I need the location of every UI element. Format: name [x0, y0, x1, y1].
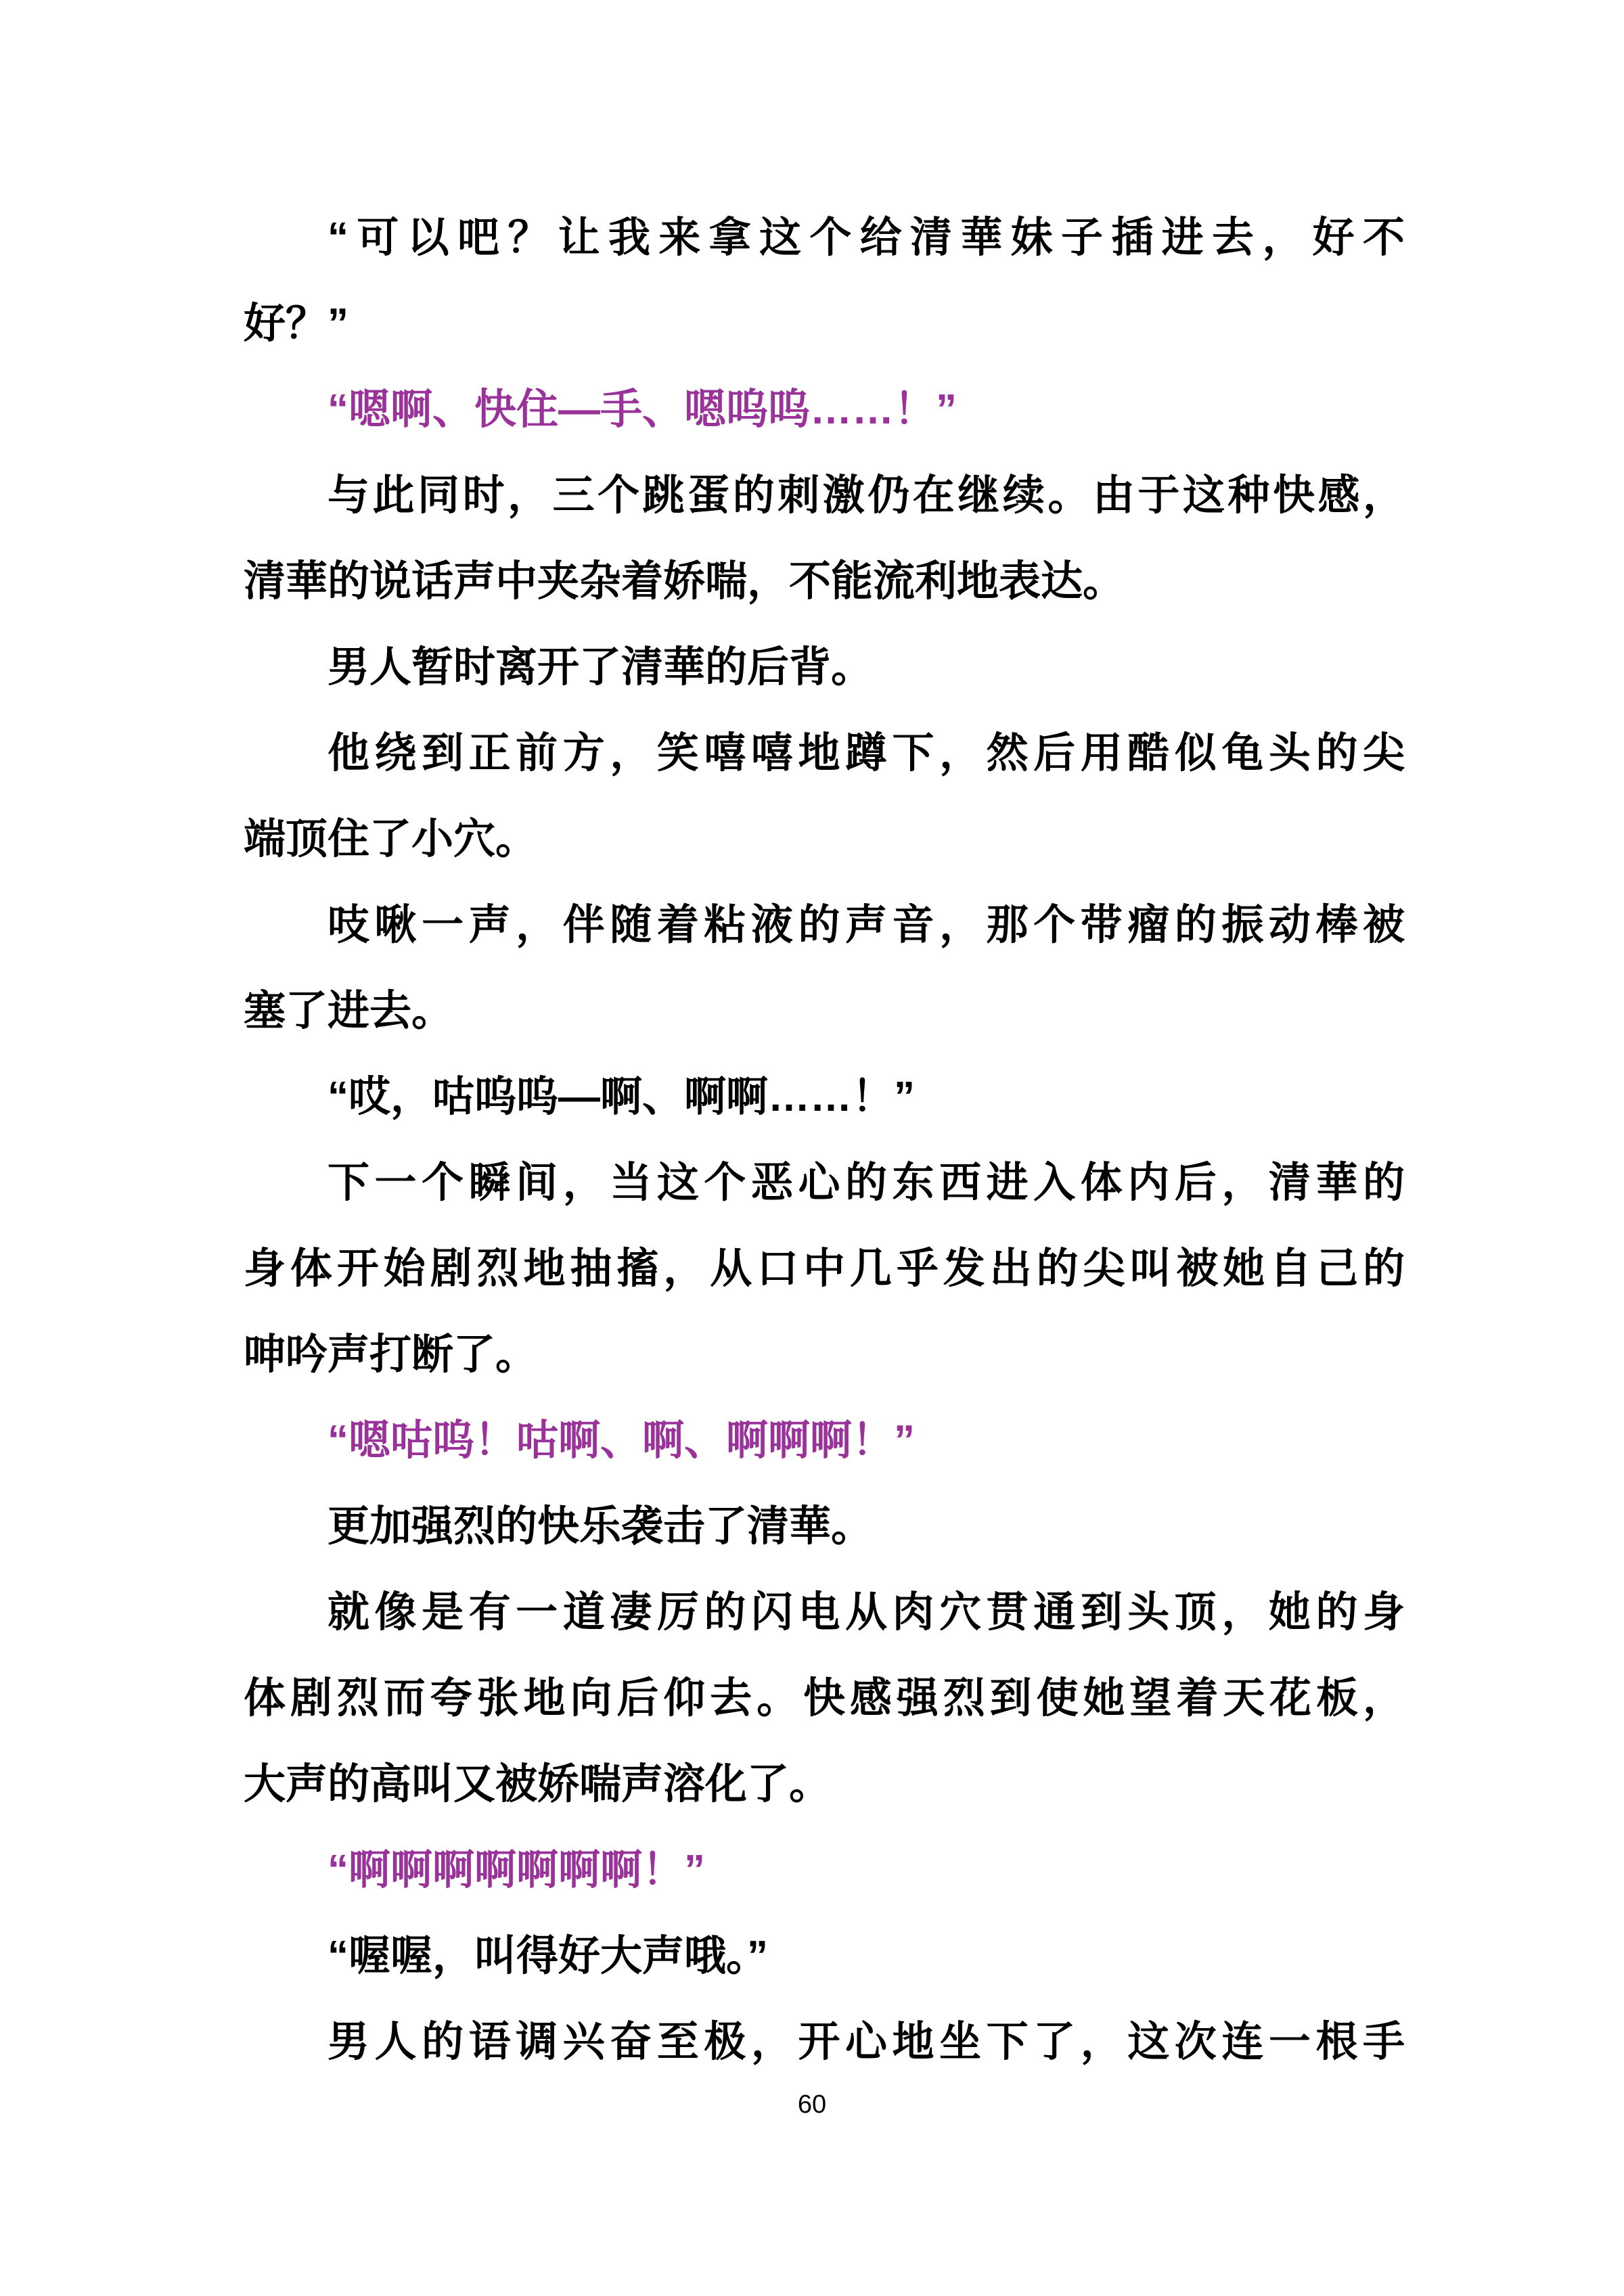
text-line: 他绕到正前方，笑嘻嘻地蹲下，然后用酷似龟头的尖	[328, 730, 1405, 777]
text-line: 端顶住了小穴。	[244, 816, 538, 863]
text-line: “嗯啊、快住—手、嗯呜呜……！”	[328, 386, 957, 433]
text-line: 就像是有一道凄厉的闪电从肉穴贯通到头顶，她的身	[328, 1589, 1405, 1636]
text-line: “可以吧？让我来拿这个给清華妹子插进去，好不	[328, 214, 1405, 261]
text-block	[244, 195, 1405, 2085]
text-line: 吱啾一声，伴随着粘液的声音，那个带瘤的振动棒被	[328, 902, 1405, 948]
text-line: 呻吟声打断了。	[244, 1331, 538, 1378]
page-number: 60	[797, 2090, 827, 2119]
text-line: “喔喔，叫得好大声哦。”	[328, 1933, 769, 1979]
text-line: 更加强烈的快乐袭击了清華。	[328, 1503, 874, 1550]
text-line: 男人暂时离开了清華的后背。	[328, 644, 874, 691]
text-line: “嗯咕呜！咕啊、啊、啊啊啊！”	[328, 1417, 916, 1464]
text-line: 男人的语调兴奋至极，开心地坐下了，这次连一根手	[328, 2019, 1405, 2065]
text-line: 下一个瞬间，当这个恶心的东西进入体内后，清華的	[328, 1160, 1405, 1206]
text-line: 塞了进去。	[244, 988, 454, 1034]
text-line: 好？”	[244, 300, 349, 347]
text-line: 与此同时，三个跳蛋的刺激仍在继续。由于这种快感，	[328, 472, 1405, 519]
text-line: “啊啊啊啊啊啊啊！”	[328, 1847, 706, 1893]
text-line: 大声的高叫又被娇喘声溶化了。	[244, 1761, 832, 1808]
text-line: 身体开始剧烈地抽搐，从口中几乎发出的尖叫被她自己的	[244, 1245, 1405, 1292]
text-line: 清華的说话声中夹杂着娇喘，不能流利地表达。	[244, 558, 1125, 605]
text-line: “哎，咕呜呜—啊、啊啊……！”	[328, 1074, 916, 1120]
text-line: 体剧烈而夸张地向后仰去。快感强烈到使她望着天花板，	[244, 1675, 1405, 1722]
